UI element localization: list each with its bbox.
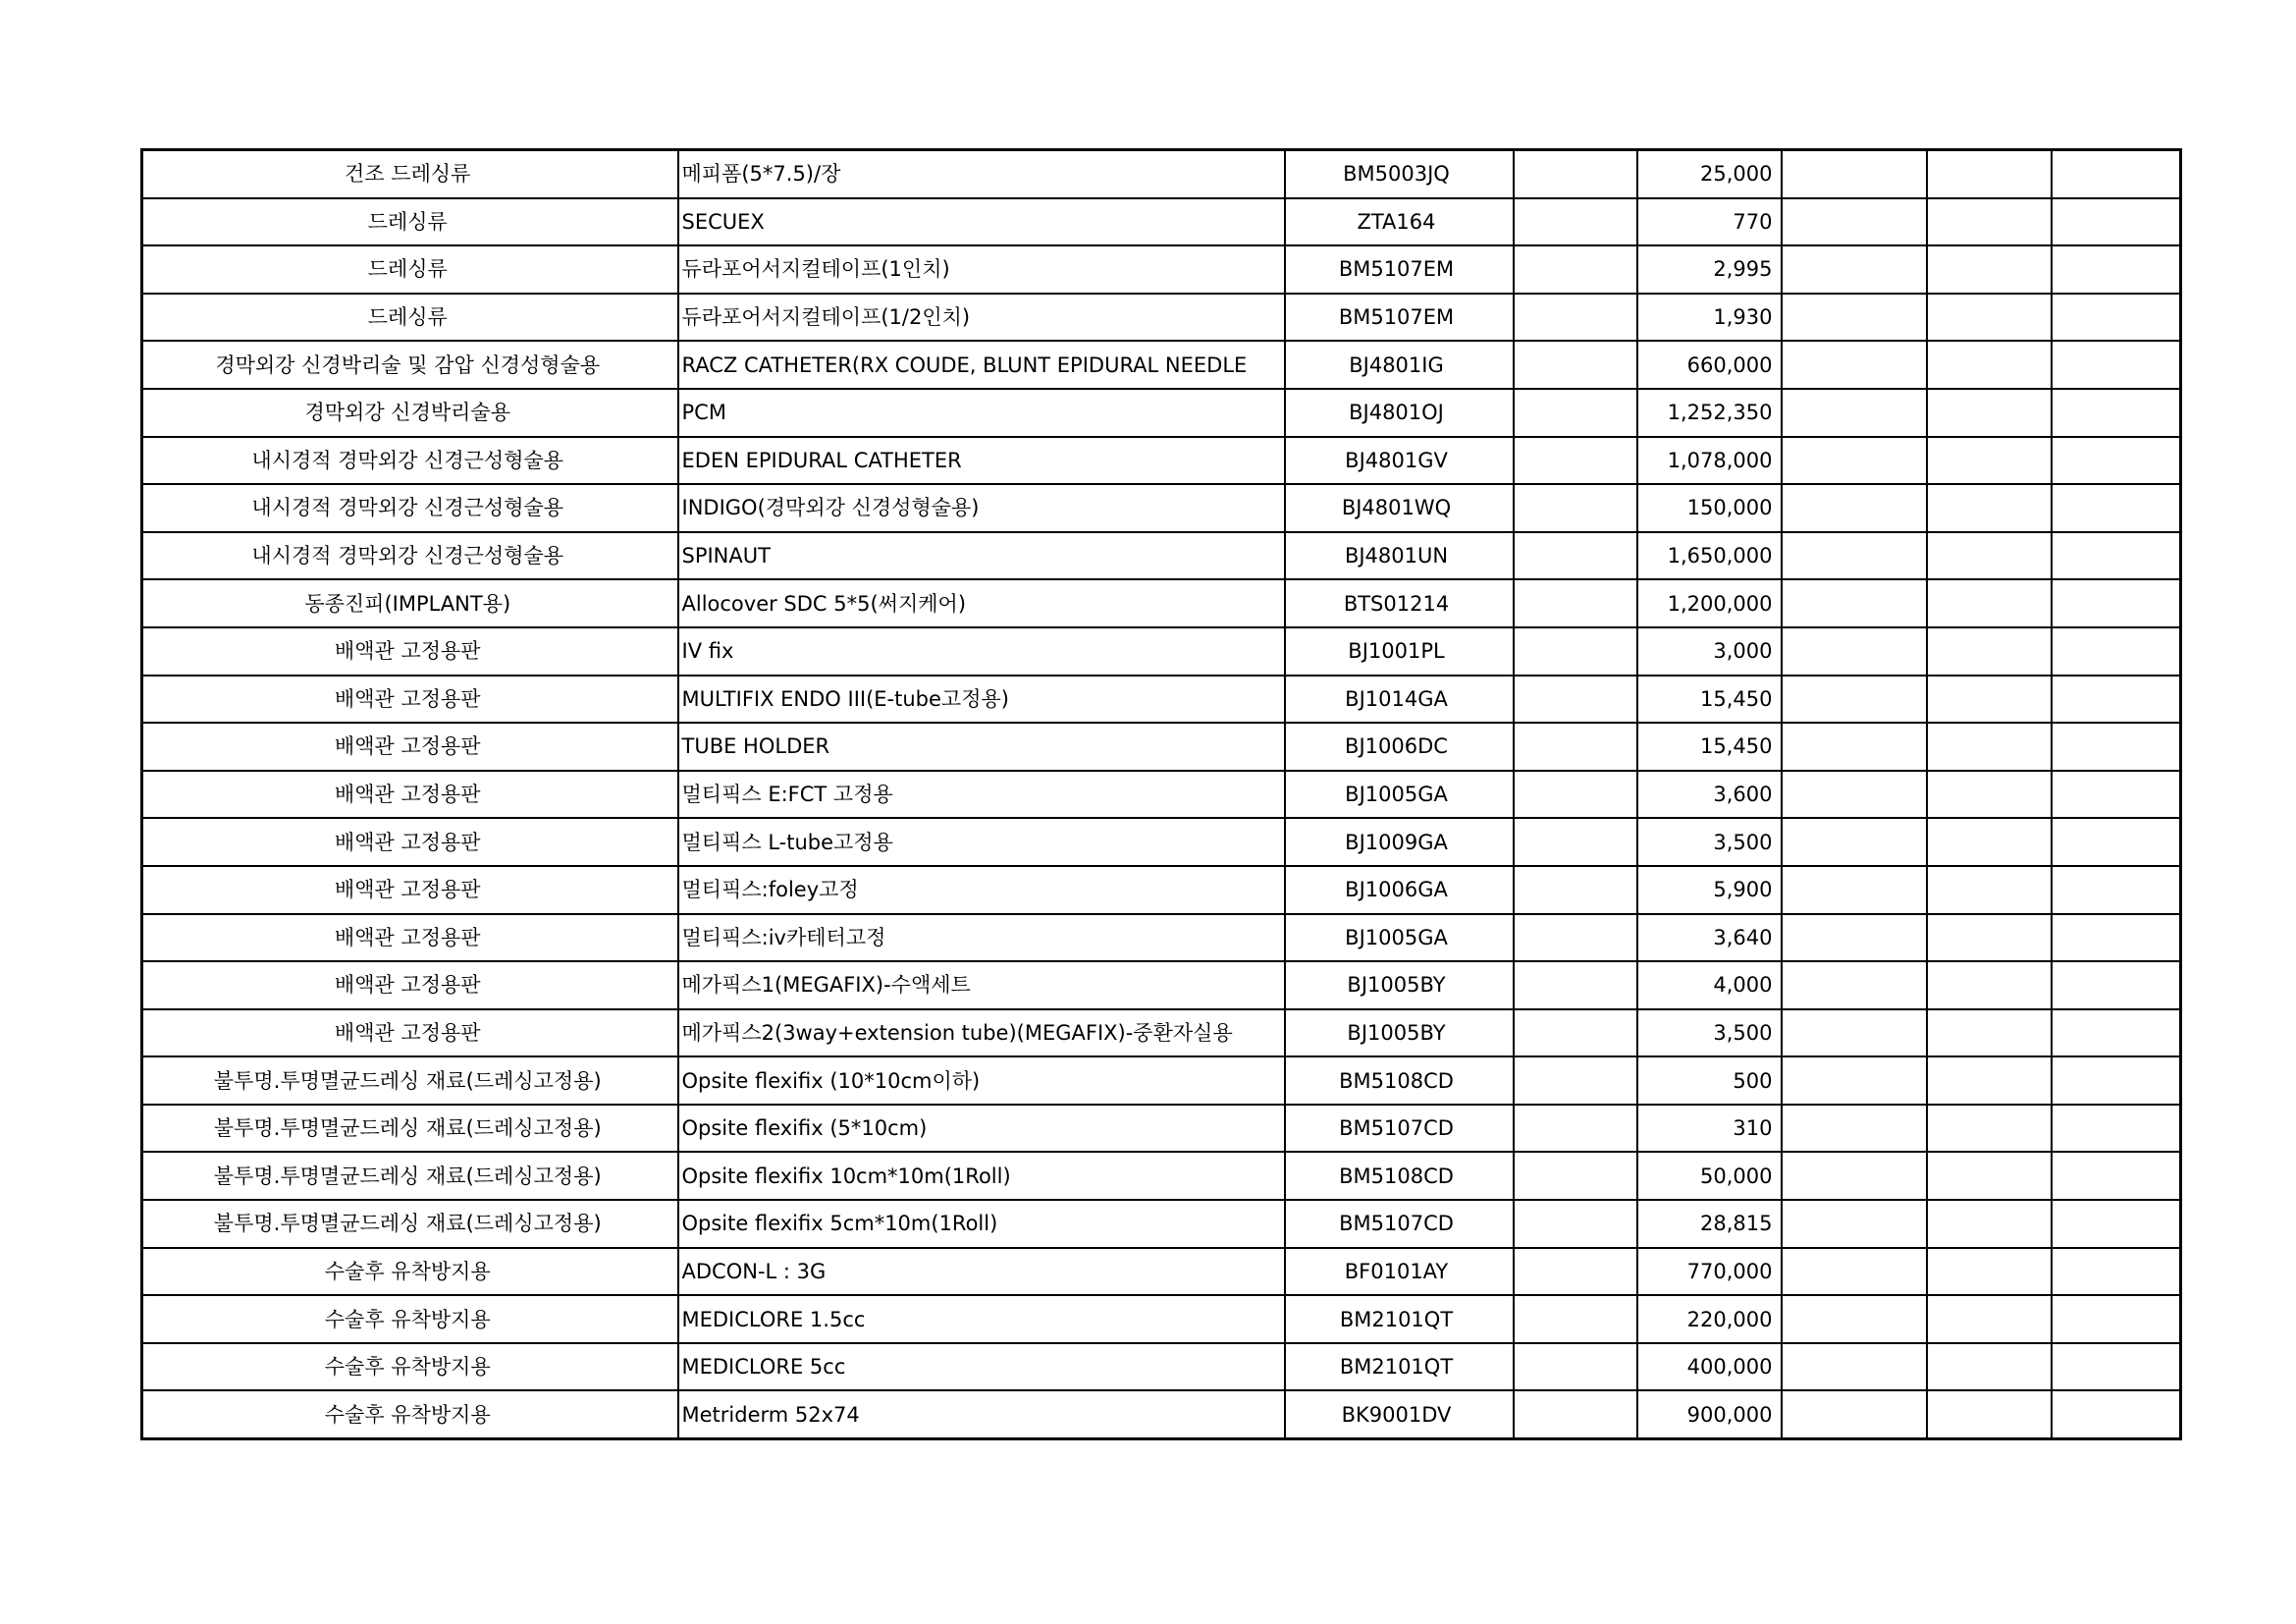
table-row bbox=[142, 914, 2181, 962]
blank-cell bbox=[1514, 1343, 1637, 1391]
blank-cell bbox=[2052, 676, 2181, 724]
blank-cell bbox=[1782, 437, 1927, 485]
product-code-cell: BJ1006DC bbox=[1285, 723, 1514, 771]
product-name-cell: INDIGO(경막외강 신경성형술용) bbox=[678, 484, 1285, 532]
blank-cell bbox=[2052, 1248, 2181, 1296]
price-table bbox=[140, 148, 2182, 1440]
product-code-cell: BF0101AY bbox=[1285, 1248, 1514, 1296]
blank-cell bbox=[1782, 198, 1927, 246]
blank-cell bbox=[2052, 1200, 2181, 1248]
blank-cell bbox=[1514, 914, 1637, 962]
blank-cell bbox=[1782, 1390, 1927, 1438]
blank-cell bbox=[1514, 1200, 1637, 1248]
product-name-cell: 멀티픽스:iv카테터고정 bbox=[678, 914, 1285, 962]
price-cell: 1,252,350 bbox=[1637, 389, 1782, 437]
category-cell: 내시경적 경막외강 신경근성형술용 bbox=[142, 437, 678, 485]
product-code-cell: ZTA164 bbox=[1285, 198, 1514, 246]
table-row bbox=[142, 532, 2181, 580]
product-name-cell: PCM bbox=[678, 389, 1285, 437]
blank-cell bbox=[1927, 676, 2052, 724]
blank-cell bbox=[2052, 437, 2181, 485]
table-row bbox=[142, 866, 2181, 914]
blank-cell bbox=[2052, 1056, 2181, 1105]
price-cell: 150,000 bbox=[1637, 484, 1782, 532]
product-name-cell: 메피폼(5*7.5)/장 bbox=[678, 150, 1285, 198]
blank-cell bbox=[1514, 1390, 1637, 1438]
blank-cell bbox=[1782, 723, 1927, 771]
blank-cell bbox=[2052, 1152, 2181, 1200]
blank-cell bbox=[1782, 1105, 1927, 1153]
blank-cell bbox=[1782, 532, 1927, 580]
blank-cell bbox=[2052, 245, 2181, 294]
price-cell: 50,000 bbox=[1637, 1152, 1782, 1200]
blank-cell bbox=[1927, 1295, 2052, 1343]
category-cell: 드레싱류 bbox=[142, 198, 678, 246]
price-cell: 310 bbox=[1637, 1105, 1782, 1153]
blank-cell bbox=[2052, 914, 2181, 962]
product-code-cell: BJ1005BY bbox=[1285, 961, 1514, 1009]
category-cell: 배액관 고정용판 bbox=[142, 723, 678, 771]
blank-cell bbox=[1782, 1200, 1927, 1248]
blank-cell bbox=[1514, 245, 1637, 294]
product-code-cell: BJ1001PL bbox=[1285, 627, 1514, 676]
blank-cell bbox=[1782, 341, 1927, 389]
blank-cell bbox=[2052, 532, 2181, 580]
blank-cell bbox=[1782, 389, 1927, 437]
table-row bbox=[142, 484, 2181, 532]
price-cell: 28,815 bbox=[1637, 1200, 1782, 1248]
category-cell: 건조 드레싱류 bbox=[142, 150, 678, 198]
product-name-cell: 멀티픽스 L-tube고정용 bbox=[678, 818, 1285, 866]
price-cell: 3,500 bbox=[1637, 818, 1782, 866]
price-cell: 15,450 bbox=[1637, 723, 1782, 771]
price-cell: 1,078,000 bbox=[1637, 437, 1782, 485]
price-cell: 770 bbox=[1637, 198, 1782, 246]
blank-cell bbox=[1927, 484, 2052, 532]
blank-cell bbox=[1782, 676, 1927, 724]
product-code-cell: BM5107EM bbox=[1285, 294, 1514, 342]
price-cell: 3,500 bbox=[1637, 1009, 1782, 1057]
blank-cell bbox=[1927, 914, 2052, 962]
table-row bbox=[142, 676, 2181, 724]
product-code-cell: BM5107CD bbox=[1285, 1200, 1514, 1248]
table-row bbox=[142, 245, 2181, 294]
table-row bbox=[142, 1295, 2181, 1343]
blank-cell bbox=[1927, 771, 2052, 819]
product-name-cell: SPINAUT bbox=[678, 532, 1285, 580]
product-name-cell: 듀라포어서지컬테이프(1인치) bbox=[678, 245, 1285, 294]
table-row bbox=[142, 1390, 2181, 1438]
category-cell: 수술후 유착방지용 bbox=[142, 1295, 678, 1343]
price-cell: 500 bbox=[1637, 1056, 1782, 1105]
blank-cell bbox=[1514, 579, 1637, 627]
blank-cell bbox=[1782, 1248, 1927, 1296]
blank-cell bbox=[1782, 1295, 1927, 1343]
blank-cell bbox=[2052, 341, 2181, 389]
blank-cell bbox=[1927, 1343, 2052, 1391]
table-row bbox=[142, 627, 2181, 676]
blank-cell bbox=[1782, 961, 1927, 1009]
table-row bbox=[142, 1152, 2181, 1200]
table-row bbox=[142, 1200, 2181, 1248]
blank-cell bbox=[1927, 723, 2052, 771]
price-cell: 3,000 bbox=[1637, 627, 1782, 676]
table-row bbox=[142, 389, 2181, 437]
table-row bbox=[142, 579, 2181, 627]
product-name-cell: Opsite flexifix (10*10cm이하) bbox=[678, 1056, 1285, 1105]
product-code-cell: BTS01214 bbox=[1285, 579, 1514, 627]
blank-cell bbox=[1514, 198, 1637, 246]
blank-cell bbox=[2052, 150, 2181, 198]
product-code-cell: BJ1014GA bbox=[1285, 676, 1514, 724]
table-row bbox=[142, 961, 2181, 1009]
blank-cell bbox=[2052, 579, 2181, 627]
blank-cell bbox=[1927, 245, 2052, 294]
product-code-cell: BM5107CD bbox=[1285, 1105, 1514, 1153]
product-name-cell: 듀라포어서지컬테이프(1/2인치) bbox=[678, 294, 1285, 342]
product-name-cell: 멀티픽스:foley고정 bbox=[678, 866, 1285, 914]
blank-cell bbox=[1927, 1248, 2052, 1296]
blank-cell bbox=[1514, 676, 1637, 724]
blank-cell bbox=[1927, 150, 2052, 198]
price-cell: 220,000 bbox=[1637, 1295, 1782, 1343]
table-row bbox=[142, 437, 2181, 485]
product-code-cell: BJ1005BY bbox=[1285, 1009, 1514, 1057]
blank-cell bbox=[1927, 389, 2052, 437]
category-cell: 경막외강 신경박리술용 bbox=[142, 389, 678, 437]
product-code-cell: BJ4801OJ bbox=[1285, 389, 1514, 437]
category-cell: 배액관 고정용판 bbox=[142, 627, 678, 676]
price-cell: 770,000 bbox=[1637, 1248, 1782, 1296]
blank-cell bbox=[1514, 1248, 1637, 1296]
product-code-cell: BJ4801WQ bbox=[1285, 484, 1514, 532]
product-name-cell: Opsite flexifix (5*10cm) bbox=[678, 1105, 1285, 1153]
product-code-cell: BJ4801GV bbox=[1285, 437, 1514, 485]
category-cell: 내시경적 경막외강 신경근성형술용 bbox=[142, 484, 678, 532]
table-row bbox=[142, 198, 2181, 246]
blank-cell bbox=[1927, 294, 2052, 342]
blank-cell bbox=[1514, 484, 1637, 532]
blank-cell bbox=[2052, 818, 2181, 866]
product-name-cell: Opsite flexifix 10cm*10m(1Roll) bbox=[678, 1152, 1285, 1200]
product-code-cell: BM5108CD bbox=[1285, 1056, 1514, 1105]
category-cell: 드레싱류 bbox=[142, 294, 678, 342]
blank-cell bbox=[2052, 198, 2181, 246]
blank-cell bbox=[1782, 1152, 1927, 1200]
blank-cell bbox=[1927, 198, 2052, 246]
blank-cell bbox=[2052, 1009, 2181, 1057]
blank-cell bbox=[1782, 1009, 1927, 1057]
blank-cell bbox=[1782, 579, 1927, 627]
blank-cell bbox=[1514, 1056, 1637, 1105]
product-name-cell: EDEN EPIDURAL CATHETER bbox=[678, 437, 1285, 485]
blank-cell bbox=[2052, 484, 2181, 532]
price-cell: 3,600 bbox=[1637, 771, 1782, 819]
category-cell: 배액관 고정용판 bbox=[142, 1009, 678, 1057]
blank-cell bbox=[1927, 1152, 2052, 1200]
blank-cell bbox=[1782, 1056, 1927, 1105]
blank-cell bbox=[1782, 150, 1927, 198]
category-cell: 배액관 고정용판 bbox=[142, 961, 678, 1009]
product-code-cell: BM5108CD bbox=[1285, 1152, 1514, 1200]
product-name-cell: Opsite flexifix 5cm*10m(1Roll) bbox=[678, 1200, 1285, 1248]
blank-cell bbox=[1927, 818, 2052, 866]
blank-cell bbox=[1927, 1009, 2052, 1057]
product-name-cell: MEDICLORE 1.5cc bbox=[678, 1295, 1285, 1343]
blank-cell bbox=[2052, 1390, 2181, 1438]
product-code-cell: BJ4801UN bbox=[1285, 532, 1514, 580]
product-code-cell: BK9001DV bbox=[1285, 1390, 1514, 1438]
blank-cell bbox=[2052, 1343, 2181, 1391]
blank-cell bbox=[1927, 627, 2052, 676]
blank-cell bbox=[2052, 1105, 2181, 1153]
category-cell: 배액관 고정용판 bbox=[142, 818, 678, 866]
blank-cell bbox=[1514, 1152, 1637, 1200]
product-name-cell: RACZ CATHETER(RX COUDE, BLUNT EPIDURAL NEEDLE bbox=[678, 341, 1285, 389]
blank-cell bbox=[2052, 1295, 2181, 1343]
blank-cell bbox=[1782, 818, 1927, 866]
blank-cell bbox=[1782, 245, 1927, 294]
price-cell: 1,930 bbox=[1637, 294, 1782, 342]
blank-cell bbox=[1782, 484, 1927, 532]
blank-cell bbox=[2052, 771, 2181, 819]
table-row bbox=[142, 341, 2181, 389]
price-cell: 3,640 bbox=[1637, 914, 1782, 962]
blank-cell bbox=[1514, 341, 1637, 389]
price-cell: 1,200,000 bbox=[1637, 579, 1782, 627]
category-cell: 드레싱류 bbox=[142, 245, 678, 294]
blank-cell bbox=[1927, 341, 2052, 389]
blank-cell bbox=[1782, 1343, 1927, 1391]
price-cell: 660,000 bbox=[1637, 341, 1782, 389]
product-name-cell: 메가픽스2(3way+extension tube)(MEGAFIX)-중환자실용 bbox=[678, 1009, 1285, 1057]
category-cell: 수술후 유착방지용 bbox=[142, 1390, 678, 1438]
category-cell: 불투명.투명멸균드레싱 재료(드레싱고정용) bbox=[142, 1200, 678, 1248]
table-row bbox=[142, 294, 2181, 342]
category-cell: 수술후 유착방지용 bbox=[142, 1343, 678, 1391]
category-cell: 배액관 고정용판 bbox=[142, 866, 678, 914]
product-code-cell: BJ1006GA bbox=[1285, 866, 1514, 914]
blank-cell bbox=[1514, 961, 1637, 1009]
category-cell: 수술후 유착방지용 bbox=[142, 1248, 678, 1296]
blank-cell bbox=[1927, 437, 2052, 485]
product-name-cell: MULTIFIX ENDO III(E-tube고정용) bbox=[678, 676, 1285, 724]
blank-cell bbox=[1514, 389, 1637, 437]
table-row bbox=[142, 1009, 2181, 1057]
product-name-cell: 메가픽스1(MEGAFIX)-수액세트 bbox=[678, 961, 1285, 1009]
table-row bbox=[142, 1343, 2181, 1391]
blank-cell bbox=[1782, 627, 1927, 676]
table-row bbox=[142, 818, 2181, 866]
price-cell: 15,450 bbox=[1637, 676, 1782, 724]
blank-cell bbox=[1782, 294, 1927, 342]
blank-cell bbox=[1514, 627, 1637, 676]
table-row bbox=[142, 1105, 2181, 1153]
blank-cell bbox=[2052, 723, 2181, 771]
category-cell: 배액관 고정용판 bbox=[142, 771, 678, 819]
blank-cell bbox=[1514, 150, 1637, 198]
blank-cell bbox=[1514, 771, 1637, 819]
blank-cell bbox=[1927, 961, 2052, 1009]
price-cell: 900,000 bbox=[1637, 1390, 1782, 1438]
category-cell: 경막외강 신경박리술 및 감압 신경성형술용 bbox=[142, 341, 678, 389]
product-code-cell: BJ1005GA bbox=[1285, 771, 1514, 819]
price-cell: 4,000 bbox=[1637, 961, 1782, 1009]
blank-cell bbox=[1514, 294, 1637, 342]
table-row bbox=[142, 150, 2181, 198]
blank-cell bbox=[1927, 866, 2052, 914]
product-name-cell: Allocover SDC 5*5(써지케어) bbox=[678, 579, 1285, 627]
blank-cell bbox=[1514, 1105, 1637, 1153]
product-code-cell: BJ1005GA bbox=[1285, 914, 1514, 962]
category-cell: 동종진피(IMPLANT용) bbox=[142, 579, 678, 627]
blank-cell bbox=[1927, 1105, 2052, 1153]
blank-cell bbox=[1514, 1009, 1637, 1057]
blank-cell bbox=[2052, 389, 2181, 437]
category-cell: 불투명.투명멸균드레싱 재료(드레싱고정용) bbox=[142, 1152, 678, 1200]
table-body bbox=[142, 150, 2181, 1439]
blank-cell bbox=[1927, 1200, 2052, 1248]
table-row bbox=[142, 723, 2181, 771]
blank-cell bbox=[1927, 532, 2052, 580]
blank-cell bbox=[1927, 579, 2052, 627]
table-row bbox=[142, 1056, 2181, 1105]
blank-cell bbox=[1514, 723, 1637, 771]
blank-cell bbox=[2052, 627, 2181, 676]
product-code-cell: BM5003JQ bbox=[1285, 150, 1514, 198]
blank-cell bbox=[1514, 866, 1637, 914]
price-cell: 5,900 bbox=[1637, 866, 1782, 914]
blank-cell bbox=[1514, 532, 1637, 580]
product-name-cell: 멀티픽스 E:FCT 고정용 bbox=[678, 771, 1285, 819]
product-name-cell: SECUEX bbox=[678, 198, 1285, 246]
price-cell: 1,650,000 bbox=[1637, 532, 1782, 580]
category-cell: 불투명.투명멸균드레싱 재료(드레싱고정용) bbox=[142, 1056, 678, 1105]
table-row bbox=[142, 771, 2181, 819]
category-cell: 불투명.투명멸균드레싱 재료(드레싱고정용) bbox=[142, 1105, 678, 1153]
blank-cell bbox=[1514, 437, 1637, 485]
blank-cell bbox=[2052, 294, 2181, 342]
product-name-cell: MEDICLORE 5cc bbox=[678, 1343, 1285, 1391]
product-name-cell: ADCON-L : 3G bbox=[678, 1248, 1285, 1296]
product-name-cell: TUBE HOLDER bbox=[678, 723, 1285, 771]
blank-cell bbox=[1927, 1056, 2052, 1105]
blank-cell bbox=[2052, 866, 2181, 914]
category-cell: 내시경적 경막외강 신경근성형술용 bbox=[142, 532, 678, 580]
price-cell: 25,000 bbox=[1637, 150, 1782, 198]
blank-cell bbox=[1514, 1295, 1637, 1343]
product-code-cell: BM2101QT bbox=[1285, 1295, 1514, 1343]
product-code-cell: BJ4801IG bbox=[1285, 341, 1514, 389]
price-cell: 2,995 bbox=[1637, 245, 1782, 294]
product-code-cell: BJ1009GA bbox=[1285, 818, 1514, 866]
price-cell: 400,000 bbox=[1637, 1343, 1782, 1391]
table-row bbox=[142, 1248, 2181, 1296]
product-name-cell: Metriderm 52x74 bbox=[678, 1390, 1285, 1438]
blank-cell bbox=[1782, 866, 1927, 914]
product-name-cell: IV fix bbox=[678, 627, 1285, 676]
product-code-cell: BM5107EM bbox=[1285, 245, 1514, 294]
blank-cell bbox=[1782, 914, 1927, 962]
blank-cell bbox=[1927, 1390, 2052, 1438]
category-cell: 배액관 고정용판 bbox=[142, 676, 678, 724]
product-code-cell: BM2101QT bbox=[1285, 1343, 1514, 1391]
blank-cell bbox=[2052, 961, 2181, 1009]
blank-cell bbox=[1782, 771, 1927, 819]
blank-cell bbox=[1514, 818, 1637, 866]
category-cell: 배액관 고정용판 bbox=[142, 914, 678, 962]
